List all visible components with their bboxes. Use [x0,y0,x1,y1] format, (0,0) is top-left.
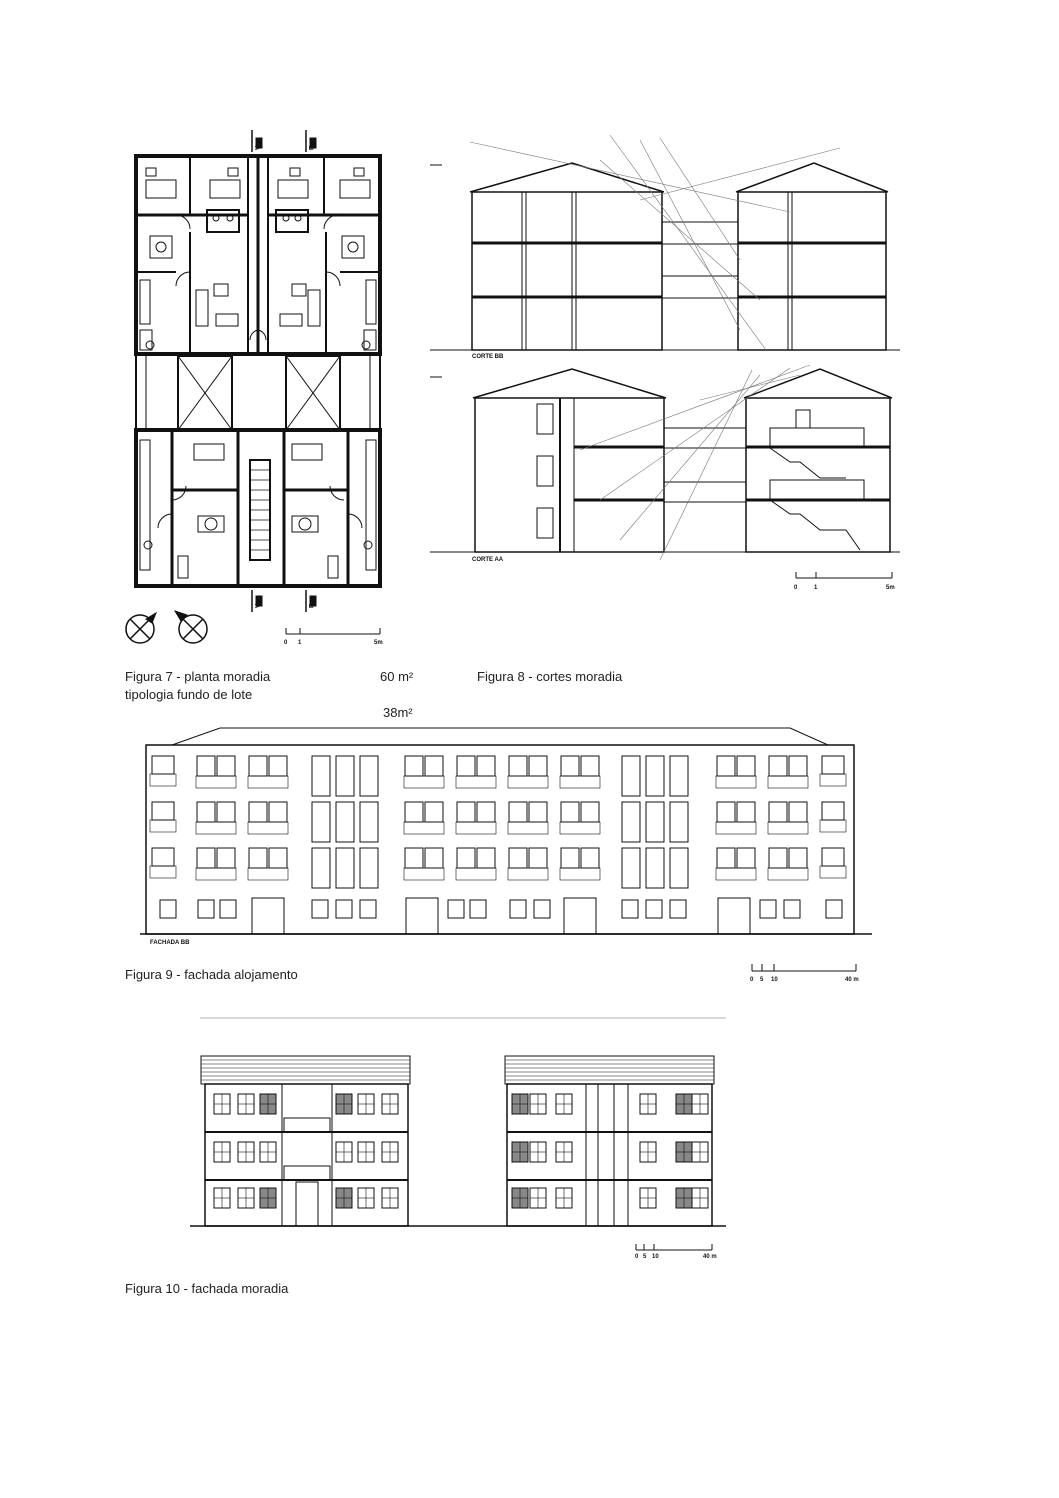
facade-window [561,802,579,822]
facade-window [249,756,267,776]
facade-window [197,756,215,776]
facade-window [646,848,664,888]
facade-window [784,900,800,918]
facade-balcony [768,868,808,880]
facade-window [214,1142,230,1162]
facade-balcony [150,820,176,832]
facade-window [217,802,235,822]
facade-balcony [508,868,548,880]
facade-balcony [248,776,288,788]
facade-window [692,1094,708,1114]
facade-window [217,756,235,776]
facade-balcony [716,822,756,834]
facade-window [769,802,787,822]
facade-balcony [560,868,600,880]
facade-moradia-front [201,1056,410,1226]
facade-balcony [456,776,496,788]
facade-window [646,900,662,918]
facade-window [676,1094,692,1114]
facade-window [561,756,579,776]
facade-balcony [768,776,808,788]
facade-door [564,898,596,934]
facade-window [217,848,235,868]
facade-window [197,802,215,822]
facade-window [269,848,287,868]
facade-window [312,802,330,842]
section-mark-a-top: A [253,146,259,151]
facade-window [692,1142,708,1162]
facade-balcony [716,776,756,788]
facade-window [214,1188,230,1208]
section-aa-label: CORTE AA [472,557,504,563]
facade-window [512,1142,528,1162]
facade-window [822,802,844,820]
scale8-tick-2: 5m [886,585,895,591]
facade-window [737,848,755,868]
facade-window [457,848,475,868]
floor-plan [136,130,380,612]
facade-window [470,900,486,918]
scale9-tick-3: 40 m [845,977,859,983]
facade-window [512,1188,528,1208]
facade-window [692,1188,708,1208]
facade-window [789,848,807,868]
facade-window [581,848,599,868]
scale7-tick-1: 1 [298,640,302,646]
facade-window [826,900,842,918]
facade-window [260,1094,276,1114]
scale-bar-fig9 [752,964,856,971]
facade-window [670,900,686,918]
facade-window [737,802,755,822]
facade-window [358,1094,374,1114]
scale10-tick-0: 0 [635,1254,639,1260]
scale9-tick-0: 0 [750,977,754,983]
area-upper-label: 60 m² [380,669,414,684]
facade-balcony [196,822,236,834]
facade-balcony [404,776,444,788]
facade-window [769,756,787,776]
facade-window [220,900,236,918]
facade-window [640,1142,656,1162]
facade-window [312,756,330,796]
section-mark-b-top: B [307,146,313,151]
facade-window [382,1142,398,1162]
facade-window [448,900,464,918]
facade-window [198,900,214,918]
facade-window [260,1142,276,1162]
facade-window [561,848,579,868]
facade-window [530,1142,546,1162]
facade-balcony [150,774,176,786]
facade-window [425,802,443,822]
facade-window [477,756,495,776]
facade-window [152,848,174,866]
scale-bar-fig8 [796,572,892,578]
facade-balcony [404,868,444,880]
facade-window [529,848,547,868]
facade-window [238,1188,254,1208]
scale8-tick-0: 0 [794,585,798,591]
facade-balcony [820,774,846,786]
facade-window [312,848,330,888]
facade-window [360,802,378,842]
section-bb-label: CORTE BB [472,354,504,360]
facade-window [382,1188,398,1208]
facade-window [152,756,174,774]
facade-balcony [508,776,548,788]
facade-window [336,1142,352,1162]
figure-7-caption-line1: Figura 7 - planta moradia [125,669,271,684]
facade-window [822,848,844,866]
section-bb [430,135,900,350]
facade-window [534,900,550,918]
scale7-tick-2: 5m [374,640,383,646]
facade-window [457,756,475,776]
facade-window [238,1094,254,1114]
facade-balcony [820,866,846,878]
facade-window [529,756,547,776]
scale8-tick-1: 1 [814,585,818,591]
facade-balcony [150,866,176,878]
facade-window [622,848,640,888]
facade-door [406,898,438,934]
facade-balcony [248,822,288,834]
facade-window [512,1094,528,1114]
facade-balcony [456,868,496,880]
facade-window [640,1094,656,1114]
facade-window [646,756,664,796]
facade-window [717,848,735,868]
facade-window [509,848,527,868]
facade-door [718,898,750,934]
facade-window [249,848,267,868]
facade-balcony [248,868,288,880]
facade-window [336,1188,352,1208]
facade-window [789,802,807,822]
facade-window [160,900,176,918]
scale9-tick-1: 5 [760,977,764,983]
facade-window [509,802,527,822]
facade-window [197,848,215,868]
facade-window [425,756,443,776]
facade-window [529,802,547,822]
facade-window [336,1094,352,1114]
facade-window [622,756,640,796]
facade-window [249,802,267,822]
facade-window [556,1188,572,1208]
facade-window [676,1188,692,1208]
facade-window [405,756,423,776]
scale7-tick-0: 0 [284,640,288,646]
facade-window [670,802,688,842]
facade-window [769,848,787,868]
facade-window [405,802,423,822]
figure-9-caption: Figura 9 - fachada alojamento [125,967,298,982]
facade-window [269,802,287,822]
facade-window [581,756,599,776]
facade-window [238,1142,254,1162]
facade-window [760,900,776,918]
facade-balcony [768,822,808,834]
facade-window [214,1094,230,1114]
facade-window [622,900,638,918]
facade-door [252,898,284,934]
facade-window [336,848,354,888]
facade-window [530,1188,546,1208]
scale10-tick-1: 5 [643,1254,647,1260]
facade-window [509,756,527,776]
facade-balcony [196,868,236,880]
facade-window [358,1188,374,1208]
facade-balcony [456,822,496,834]
facade-alojamento [140,728,872,934]
facade-balcony [560,776,600,788]
facade-window [360,900,376,918]
facade-window [405,848,423,868]
facade-window [717,756,735,776]
facade-window [556,1142,572,1162]
scale-bar-fig7 [286,628,380,634]
facade-window [425,848,443,868]
facade-window [676,1142,692,1162]
facade-window [382,1094,398,1114]
facade-window [717,802,735,822]
scale9-tick-2: 10 [771,977,778,983]
facade-window [336,802,354,842]
facade-balcony [820,820,846,832]
facade-window [670,848,688,888]
facade-window [269,756,287,776]
section-mark-a-bottom: A [253,604,259,609]
facade-window [312,900,328,918]
facade-window [358,1142,374,1162]
scale-bar-fig10 [636,1244,712,1250]
facade-window [260,1188,276,1208]
area-lower-label: 38m² [383,705,413,720]
north-arrow-icon [126,613,156,643]
figure-8-caption: Figura 8 - cortes moradia [477,669,623,684]
facade-window [510,900,526,918]
facade-balcony [508,822,548,834]
facade-balcony [404,822,444,834]
facade-bb-label: FACHADA BB [150,940,190,946]
facade-window [457,802,475,822]
facade-window [152,802,174,820]
facade-window [789,756,807,776]
section-mark-b-bottom: B [307,604,313,609]
facade-window [477,802,495,822]
figure-10-caption: Figura 10 - fachada moradia [125,1281,289,1296]
facade-window [581,802,599,822]
facade-window [646,802,664,842]
facade-window [530,1094,546,1114]
north-arrow-icon [175,611,207,643]
facade-window [670,756,688,796]
facade-window [822,756,844,774]
section-aa [430,365,900,560]
scale10-tick-2: 10 [652,1254,659,1260]
facade-window [622,802,640,842]
facade-window [556,1094,572,1114]
scale10-tick-3: 40 m [703,1254,717,1260]
facade-window [737,756,755,776]
facade-window [360,756,378,796]
facade-window [477,848,495,868]
facade-balcony [716,868,756,880]
facade-balcony [196,776,236,788]
facade-window [640,1188,656,1208]
facade-window [336,756,354,796]
facade-window [360,848,378,888]
facade-window [336,900,352,918]
facade-balcony [560,822,600,834]
figure-7-caption-line2: tipologia fundo de lote [125,687,253,702]
